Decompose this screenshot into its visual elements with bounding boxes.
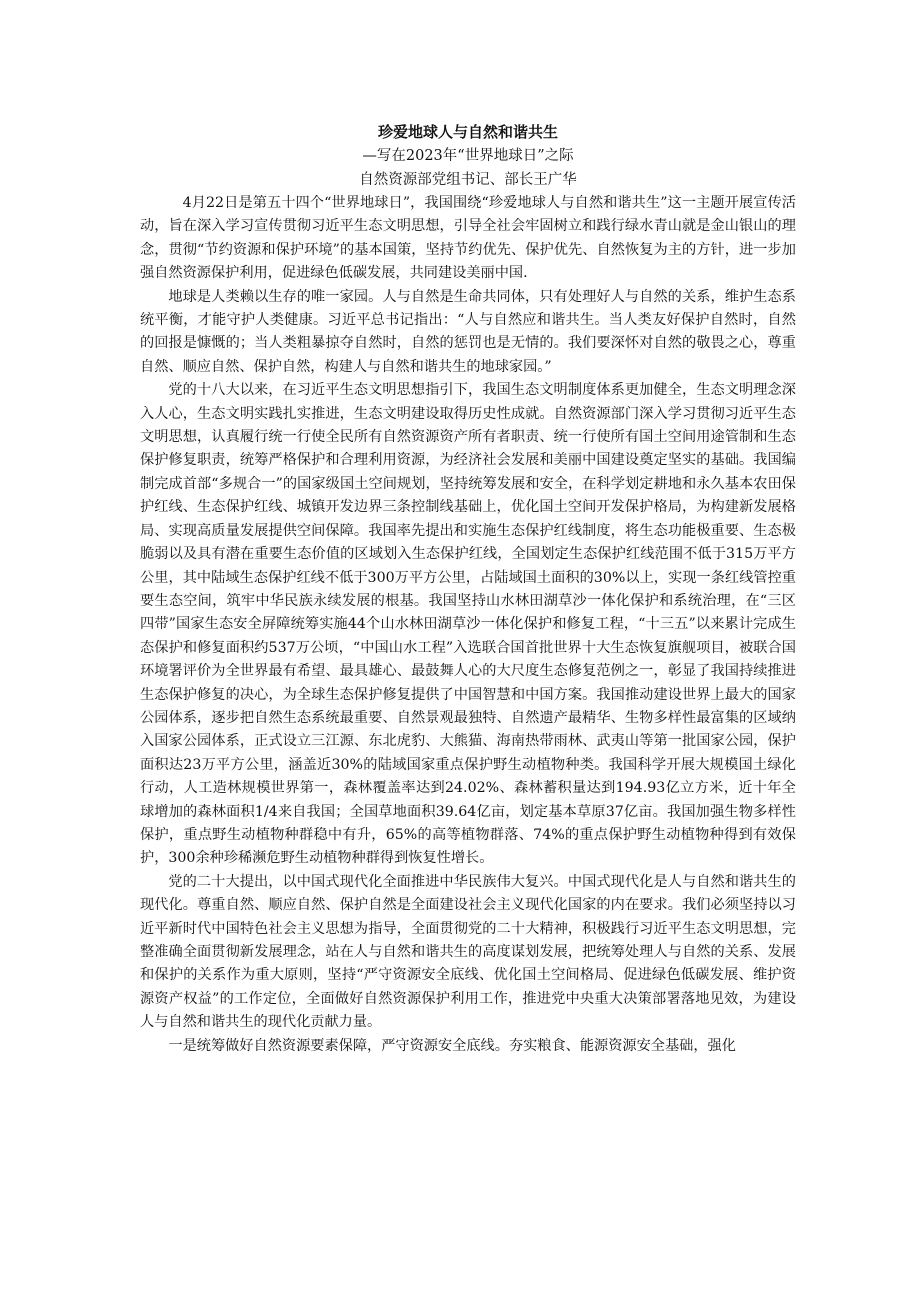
document-author: 自然资源部党组书记、部长王广华 (359, 172, 577, 188)
paragraph-earth-home: 地球是人类赖以生存的唯一家园。人与自然是生命共同体，只有处理好人与自然的关系，维护生态系统平衡，才能守护人类健康。习近平总书记指出：“人与自然应和谐共生。当人类友好保护自然时，自然的回报是慷慨的；当人类粗暴掠夺自然时，自然的惩罚也是无情的。我们要深怀对自然的敬畏之心，尊重自然、顺应自然、保护自然，构建人与自然和谐共生的地球家园。” (140, 288, 796, 375)
paragraph-intro: 4月22日是第五十四个“世界地球日”，我国围绕“珍爱地球人与自然和谐共生”这一主题开展宣传活动，旨在深入学习宣传贯彻习近平生态文明思想，引导全社会牢固树立和践行绿水青山就是金山银山的理念，贯彻“节约资源和保护环境”的基本国策，坚持节约优先、保护优先、自然恢复为主的方针，进一步加强自然资源保护利用，促进绿色低碳发展，共同建设美丽中国. (140, 195, 796, 282)
document-title: 珍爱地球人与自然和谐共生 (377, 123, 558, 141)
document-page (140, 120, 796, 1058)
document-subtitle: —写在2023年“世界地球日”之际 (362, 148, 574, 164)
paragraph-point-one: 一是统筹做好自然资源要素保障，严守资源安全底线。夯实粮食、能源资源安全基础，强化 (168, 1037, 736, 1054)
paragraph-achievements: 党的十八大以来，在习近平生态文明思想指引下，我国生态文明制度体系更加健全，生态文明理念深入人心，生态文明实践扎实推进，生态文明建设取得历史性成就。自然资源部门深入学习贯彻习近平生态文明思想，认真履行统一行使全民所有自然资源资产所有者职责、统一行使所有国土空间用途管制和生态保护修复职责，统筹严格保护和合理利用资源，为经济社会发展和美丽中国建设奠定坚实的基础。我国编制完成首部“多规合一”的国家级国土空间规划，坚持统筹发展和安全，在科学划定耕地和永久基本农田保护红线、生态保护红线、城镇开发边界三条控制线基础上，优化国土空间开发保护格局，为构建新发展格局、实现高质量发展提供空间保障。我国率先提出和实施生态保护红线制度，将生态功能极重要、生态极脆弱以及具有潜在重要生态价值的区域划入生态保护红线，全国划定生态保护红线范围不低于315万平方公里，其中陆域生态保护红线不低于300万平方公里，占陆域国土面积的30%以上，实现一条红线管控重要生态空间，筑牢中华民族永续发展的根基。我国坚持山水林田湖草沙一体化保护和系统治理，在“三区四带”国家生态安全屏障统筹实施44个山水林田湖草沙一体化保护和修复工程，“十三五”以来累计完成生态保护和修复面积约537万公顷，“中国山水工程”入选联合国首批世界十大生态恢复旗舰项目，被联合国环境署评价为全世界最有希望、最具雄心、最鼓舞人心的大尺度生态修复范例之一，彰显了我国持续推进生态保护修复的决心，为全球生态保护修复提供了中国智慧和中国方案。我国推动建设世界上最大的国家公园体系，逐步把自然生态系统最重要、自然景观最独特、自然遗产最精华、生物多样性最富集的区域纳入国家公园体系，正式设立三江源、东北虎豹、大熊猫、海南热带雨林、武夷山等第一批国家公园，保护面积达23万平方公里，涵盖近30%的陆域国家重点保护野生动植物种类。我国科学开展大规模国土绿化行动，人工造林规模世界第一，森林覆盖率达到24.02%、森林蓄积量达到194.93亿立方米，近十年全球增加的森林面积1/4来自我国；全国草地面积39.64亿亩，划定基本草原37亿亩。我国加强生物多样性保护，重点野生动植物种群稳中有升，65%的高等植物群落、74%的重点保护野生动植物种得到有效保护，300余种珍稀濒危野生动植物种群得到恢复性增长。 (140, 382, 796, 867)
paragraph-modernization: 党的二十大提出，以中国式现代化全面推进中华民族伟大复兴。中国式现代化是人与自然和谐共生的现代化。尊重自然、顺应自然、保护自然是全面建设社会主义现代化国家的内在要求。我们必须坚持以习近平新时代中国特色社会主义思想为指导，全面贯彻党的二十大精神，积极践行习近平生态文明思想，完整准确全面贯彻新发展理念，站在人与自然和谐共生的高度谋划发展，把统筹处理人与自然的关系、发展和保护的关系作为重大原则，坚持“严守资源安全底线、优化国土空间格局、促进绿色低碳发展、维护资源资产权益”的工作定位，全面做好自然资源保护利用工作，推进党中央重大决策部署落地见效，为建设人与自然和谐共生的现代化贡献力量。 (140, 873, 796, 1031)
